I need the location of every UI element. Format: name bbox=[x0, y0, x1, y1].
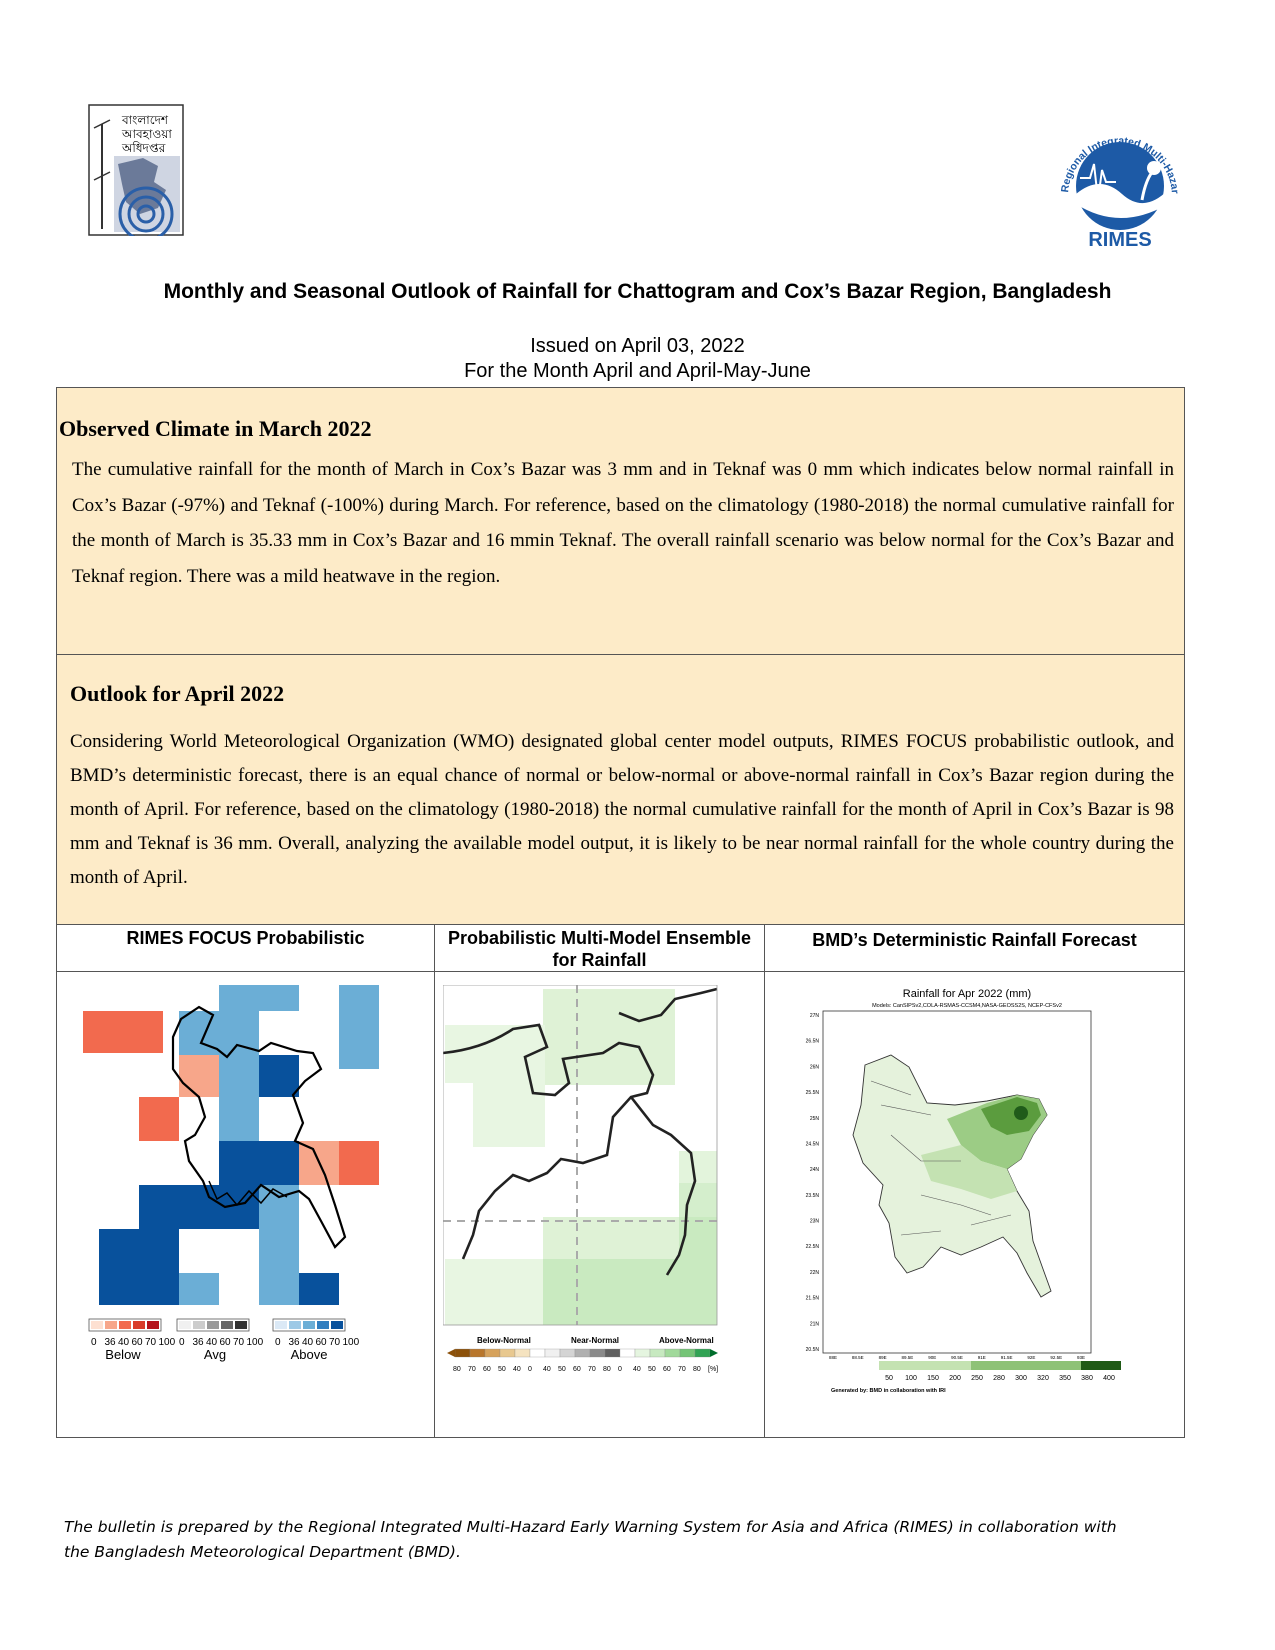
mme-legend-swatch bbox=[485, 1349, 500, 1357]
lon-tick-label: 89E bbox=[878, 1355, 887, 1360]
page-title: Monthly and Seasonal Outlook of Rainfall for Chattogram and Cox’s Bazar Region, Bangladesh bbox=[163, 280, 1112, 303]
mme-legend-swatch bbox=[530, 1349, 545, 1357]
footer-note: The bulletin is prepared by the Regional Integrated Multi-Hazard Early Warning System for Asia and Africa (RIMES) in collaboration with the Bangladesh Meteorological Department (BMD). bbox=[64, 1518, 1117, 1561]
lat-tick-label: 22N bbox=[809, 1269, 819, 1276]
mme-legend-tick-label: 60 bbox=[573, 1366, 581, 1373]
probability-grid bbox=[83, 985, 379, 1305]
legend-swatch bbox=[179, 1321, 191, 1329]
legend-tick-label: 70 bbox=[233, 1337, 245, 1348]
lon-tick-label: 88.5E bbox=[851, 1355, 864, 1360]
lon-tick-label: 90.5E bbox=[951, 1355, 963, 1360]
bmd-legend-tick-label: 150 bbox=[927, 1375, 939, 1382]
legend-tick-label: 60 bbox=[131, 1337, 143, 1348]
bmd-chart-title: Rainfall for Apr 2022 (mm) bbox=[902, 988, 1032, 1000]
mme-legend-tick-label: 80 bbox=[453, 1366, 461, 1373]
legend-tick-label: 40 bbox=[206, 1337, 218, 1348]
bmd-legend-tick-label: 300 bbox=[1015, 1375, 1027, 1382]
mme-legend-tick-label: 70 bbox=[588, 1366, 596, 1373]
lat-tick-label: 24.5N bbox=[805, 1141, 819, 1148]
mme-legend-near: Near-Normal bbox=[571, 1336, 620, 1345]
bmd-legend-tick-label: 380 bbox=[1081, 1375, 1093, 1382]
mme-legend-tick-label: 40 bbox=[543, 1366, 551, 1373]
bmd-legend-tick-label: 50 bbox=[885, 1375, 893, 1382]
focus-legend-swatches bbox=[91, 1321, 343, 1329]
mme-legend-ticks bbox=[453, 1366, 718, 1373]
rimes-ring-text: Regional Integrated Multi-Hazar bbox=[1059, 134, 1181, 195]
table-divider bbox=[434, 925, 435, 1437]
legend-tick-label: 36 bbox=[192, 1337, 204, 1348]
mme-legend-tick-label: 60 bbox=[663, 1366, 671, 1373]
lat-tick-label: 21N bbox=[809, 1321, 819, 1328]
lat-tick-label: 20.5N bbox=[805, 1347, 819, 1353]
outlook-heading: Outlook for April 2022 bbox=[70, 681, 285, 706]
bmd-logo-line-3: অধিদপ্তর bbox=[122, 141, 166, 155]
mme-legend-tick-label: 50 bbox=[648, 1366, 656, 1373]
bmd-legend-tick-label: 320 bbox=[1037, 1375, 1049, 1382]
bmd-chart-models: Models: CanSIPSv2,COLA-RSMAS-CCSM4,NASA-GEOSS2S, NCEP-CFSv2 bbox=[872, 1003, 1062, 1009]
mme-legend-tick-label: 70 bbox=[468, 1366, 476, 1373]
legend-swatch bbox=[221, 1321, 233, 1329]
observed-climate-panel bbox=[56, 387, 1185, 655]
mme-legend-swatch bbox=[680, 1349, 695, 1357]
lon-tick-label: 90E bbox=[928, 1355, 937, 1360]
rimes-abbr: RIMES bbox=[1088, 229, 1152, 251]
legend-swatch bbox=[119, 1321, 131, 1329]
mme-legend-swatch bbox=[620, 1349, 635, 1357]
table-divider bbox=[764, 925, 765, 1437]
bmd-legend-tick-label: 250 bbox=[971, 1375, 983, 1382]
bmd-legend-tick-label: 350 bbox=[1059, 1375, 1071, 1382]
legend-swatch bbox=[331, 1321, 343, 1329]
legend-swatch bbox=[289, 1321, 301, 1329]
bmd-lat-ticks bbox=[806, 1013, 820, 1353]
bmd-rainfall-map bbox=[771, 985, 1183, 1435]
mme-legend-arrow-left bbox=[447, 1349, 455, 1357]
mme-legend-swatch bbox=[635, 1349, 650, 1357]
mme-legend-tick-label: 0 bbox=[528, 1366, 532, 1373]
bmd-legend-tick-label: 100 bbox=[905, 1375, 917, 1382]
mme-legend-tick-label: 40 bbox=[633, 1366, 641, 1373]
legend-swatch bbox=[317, 1321, 329, 1329]
mme-legend-swatch bbox=[695, 1349, 710, 1357]
legend-swatch bbox=[133, 1321, 145, 1329]
mme-legend-swatch bbox=[650, 1349, 665, 1357]
rimes-focus-map bbox=[77, 985, 417, 1427]
mme-legend-swatch bbox=[665, 1349, 680, 1357]
bmd-logo bbox=[88, 104, 184, 236]
legend-tick-label: 100 bbox=[246, 1337, 264, 1348]
legend-tick-label: 100 bbox=[158, 1337, 176, 1348]
legend-tick-label: 0 bbox=[275, 1337, 281, 1348]
legend-tick-label: 0 bbox=[179, 1337, 185, 1348]
mme-legend-swatch bbox=[605, 1349, 620, 1357]
legend-tick-label: 0 bbox=[91, 1337, 97, 1348]
lon-tick-label: 88E bbox=[828, 1355, 838, 1360]
rimes-logo bbox=[1050, 104, 1186, 252]
mme-legend-tick-label: 50 bbox=[498, 1366, 506, 1373]
legend-tick-label: 36 bbox=[104, 1337, 116, 1348]
maps-table bbox=[56, 924, 1185, 1438]
legend-tick-label: 70 bbox=[329, 1337, 341, 1348]
lat-tick-label: 26N bbox=[809, 1064, 819, 1071]
legend-swatch bbox=[105, 1321, 117, 1329]
lon-tick-label: 92E bbox=[1027, 1355, 1036, 1360]
bmd-legend-tick-label: 400 bbox=[1103, 1375, 1115, 1382]
bmd-legend-tick-label: 200 bbox=[949, 1375, 961, 1382]
mme-legend-tick-label: [%] bbox=[708, 1366, 719, 1373]
bmd-forecast-heading: BMD’s Deterministic Rainfall Forecast bbox=[812, 930, 1137, 950]
legend-label-above: Above bbox=[290, 1347, 328, 1362]
legend-swatch bbox=[147, 1321, 159, 1329]
table-divider bbox=[57, 971, 1184, 972]
mme-legend-tick-label: 80 bbox=[603, 1366, 611, 1373]
bmd-logo-line-2: আবহাওয়া bbox=[122, 127, 172, 141]
observed-text: The cumulative rainfall for the month of March in Cox’s Bazar was 3 mm and in Teknaf was 0 mm which indicates below normal rainfall in Cox’s Bazar (-97%) and Teknaf (-100%) during March. For reference, based on the climatology (1980-2018) the normal cumulative rainfall for the month of March is 35.33 mm in Cox’s Bazar and 16 mmin Teknaf. The overall rainfall scenario was below normal for the Cox’s Bazar and Teknaf region. There was a mild heatwave in the region. bbox=[72, 459, 1174, 587]
lat-tick-label: 25N bbox=[809, 1115, 819, 1122]
observed-heading: Observed Climate in March 2022 bbox=[59, 416, 372, 441]
mme-legend-swatch bbox=[515, 1349, 530, 1357]
mme-legend-tick-label: 80 bbox=[693, 1366, 701, 1373]
legend-tick-label: 60 bbox=[315, 1337, 327, 1348]
mme-legend-tick-label: 40 bbox=[513, 1366, 521, 1373]
legend-swatch bbox=[235, 1321, 247, 1329]
lon-tick-label: 91E bbox=[977, 1355, 986, 1360]
lat-tick-label: 25.5N bbox=[805, 1090, 819, 1097]
mme-legend-tick-label: 60 bbox=[483, 1366, 491, 1373]
lon-tick-label: 89.5E bbox=[901, 1355, 914, 1360]
mme-legend-tick-label: 50 bbox=[558, 1366, 566, 1373]
bmd-legend-ticks bbox=[885, 1375, 1115, 1382]
mme-legend-tick-label: 0 bbox=[618, 1366, 622, 1373]
lat-tick-label: 23.5N bbox=[805, 1192, 819, 1199]
legend-tick-label: 36 bbox=[288, 1337, 300, 1348]
lat-tick-label: 22.5N bbox=[805, 1244, 819, 1251]
bmd-legend-tick-label: 280 bbox=[993, 1375, 1005, 1382]
mme-legend-swatch bbox=[575, 1349, 590, 1357]
legend-swatch bbox=[303, 1321, 315, 1329]
mme-legend-swatch bbox=[455, 1349, 470, 1357]
mme-legend-colorbar bbox=[447, 1349, 718, 1357]
legend-tick-label: 40 bbox=[118, 1337, 130, 1348]
lon-tick-label: 92.5E bbox=[1050, 1355, 1063, 1360]
mme-map bbox=[443, 985, 753, 1375]
outlook-text: Considering World Meteorological Organization (WMO) designated global center model outputs, RIMES FOCUS probabilistic outlook, and BMD’s deterministic forecast, there is an equal chance of normal or below-normal or above-normal rainfall in Cox’s Bazar region during the month of April. For reference, based on the climatology (1980-2018) the normal cumulative rainfall for the month of April in Cox’s Bazar is 98 mm and Teknaf is 36 mm. Overall, analyzing the available model output, it is likely to be near normal rainfall for the whole country during the month of April. bbox=[70, 731, 1174, 888]
mme-legend-arrow-right bbox=[710, 1349, 718, 1357]
mme-legend-swatch bbox=[470, 1349, 485, 1357]
mme-legend-swatch bbox=[560, 1349, 575, 1357]
lat-tick-label: 24N bbox=[809, 1167, 819, 1174]
legend-tick-label: 40 bbox=[302, 1337, 314, 1348]
issue-date: Issued on April 03, 2022 bbox=[530, 335, 745, 357]
legend-tick-label: 60 bbox=[219, 1337, 231, 1348]
legend-swatch bbox=[207, 1321, 219, 1329]
mme-legend-above: Above-Normal bbox=[659, 1336, 714, 1345]
mme-legend-tick-label: 70 bbox=[678, 1366, 686, 1373]
mme-legend-swatch bbox=[500, 1349, 515, 1357]
lat-tick-label: 26.5N bbox=[805, 1038, 819, 1045]
rimes-focus-heading: RIMES FOCUS Probabilistic bbox=[126, 928, 365, 948]
bmd-lon-ticks bbox=[829, 1355, 1085, 1360]
mme-legend-swatch bbox=[545, 1349, 560, 1357]
lat-tick-label: 27N bbox=[809, 1013, 819, 1019]
mme-heading: Probabilistic Multi-Model Ensemble for Rainfall bbox=[447, 928, 752, 970]
mme-legend-below: Below-Normal bbox=[477, 1336, 531, 1345]
bmd-logo-line-1: বাংলাদেশ bbox=[122, 113, 168, 127]
lat-tick-label: 21.5N bbox=[805, 1295, 819, 1302]
legend-tick-label: 70 bbox=[145, 1337, 157, 1348]
legend-label-avg: Avg bbox=[203, 1347, 227, 1362]
legend-swatch bbox=[275, 1321, 287, 1329]
forecast-period: For the Month April and April-May-June bbox=[464, 360, 811, 382]
lon-tick-label: 91.5E bbox=[1000, 1355, 1013, 1360]
legend-swatch bbox=[193, 1321, 205, 1329]
outlook-panel bbox=[56, 654, 1185, 925]
lat-tick-label: 23N bbox=[809, 1218, 819, 1225]
mme-legend-swatch bbox=[590, 1349, 605, 1357]
legend-tick-label: 100 bbox=[342, 1337, 360, 1348]
legend-swatch bbox=[91, 1321, 103, 1329]
lon-tick-label: 93E bbox=[1076, 1355, 1086, 1360]
bmd-generated-by: Generated by: BMD in collaboration with IRI bbox=[831, 1388, 946, 1394]
legend-label-below: Below bbox=[105, 1347, 141, 1362]
